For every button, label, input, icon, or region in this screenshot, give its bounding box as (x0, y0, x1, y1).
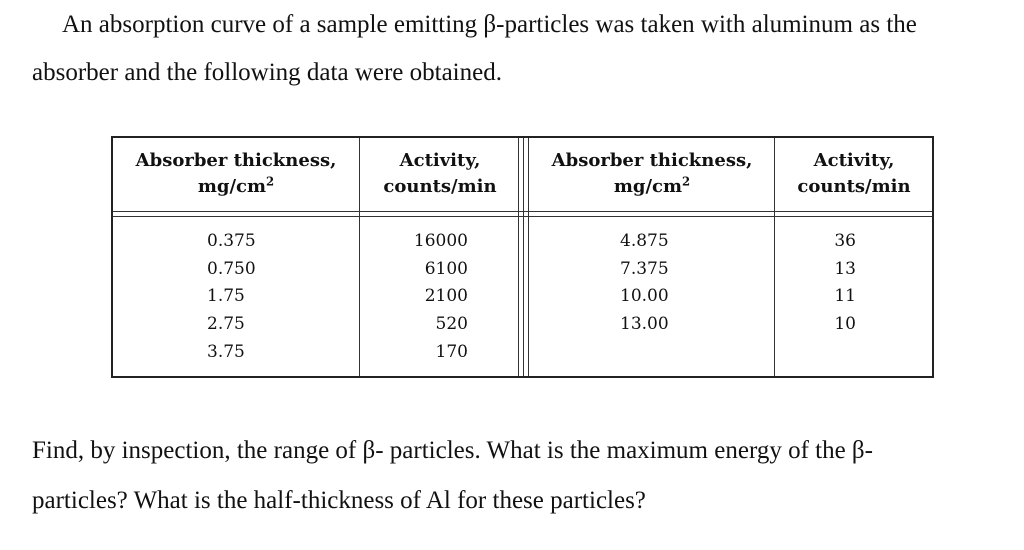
header-unit: mg/cm (197, 176, 267, 197)
column-divider (523, 138, 524, 376)
header-line1: Activity, (813, 150, 895, 171)
header-line2: counts/min (383, 176, 497, 197)
question-line-2: particles? What is the half-thickness of Al for these particles? (32, 487, 646, 514)
table-cell: 10 (834, 314, 856, 335)
header-line1: Absorber thickness, (551, 150, 753, 171)
problem-intro-line-1 (62, 12, 917, 37)
question-line-1: Find, by inspection, the range of β- particles. What is the maximum energy of the β- (32, 437, 873, 464)
header-divider (113, 216, 932, 217)
table-cell: 0.375 (207, 231, 256, 251)
header-line2 (552, 174, 753, 200)
column-divider (359, 138, 360, 376)
header-divider (113, 211, 932, 212)
table-cell: 7.375 (620, 258, 669, 279)
table-cell: 10.00 (620, 286, 669, 307)
header-line2: counts/min (797, 176, 911, 197)
table-cell: 16000 (413, 231, 468, 251)
header-unit: mg/cm (613, 176, 683, 197)
table-cell: 170 (435, 341, 468, 362)
header-line1: Activity, (399, 150, 481, 171)
column-divider (518, 138, 519, 376)
header-absorber-thickness-left (136, 148, 337, 200)
header-line2 (136, 174, 337, 200)
data-table (111, 136, 934, 378)
table-cell: 0.750 (207, 258, 256, 279)
table-cell: 1.75 (207, 286, 245, 307)
column-right-thickness (620, 228, 669, 339)
table-cell: 36 (834, 231, 856, 251)
table-cell: 3.75 (207, 341, 245, 362)
intro-text-a: An absorption curve of a sample emitting β-particles was taken with aluminum as the (62, 11, 917, 38)
column-divider (774, 138, 775, 376)
table-cell: 6100 (424, 258, 468, 279)
header-activity-right (797, 148, 910, 200)
header-unit-superscript: 2 (266, 174, 275, 189)
header-activity-left (383, 148, 496, 200)
table-cell: 13 (834, 258, 856, 279)
table-cell: 2100 (424, 286, 468, 307)
column-divider (528, 138, 529, 376)
problem-intro-line-2: absorber and the following data were obtained. (32, 59, 502, 86)
header-absorber-thickness-right (552, 148, 753, 200)
header-line1: Absorber thickness, (135, 150, 337, 171)
table-cell: 13.00 (620, 314, 669, 335)
table-cell: 11 (834, 286, 856, 307)
table-cell: 4.875 (620, 231, 669, 251)
table-cell: 520 (435, 314, 468, 335)
column-left-thickness (207, 228, 256, 367)
header-unit-superscript: 2 (682, 174, 691, 189)
table-cell: 2.75 (207, 314, 245, 335)
